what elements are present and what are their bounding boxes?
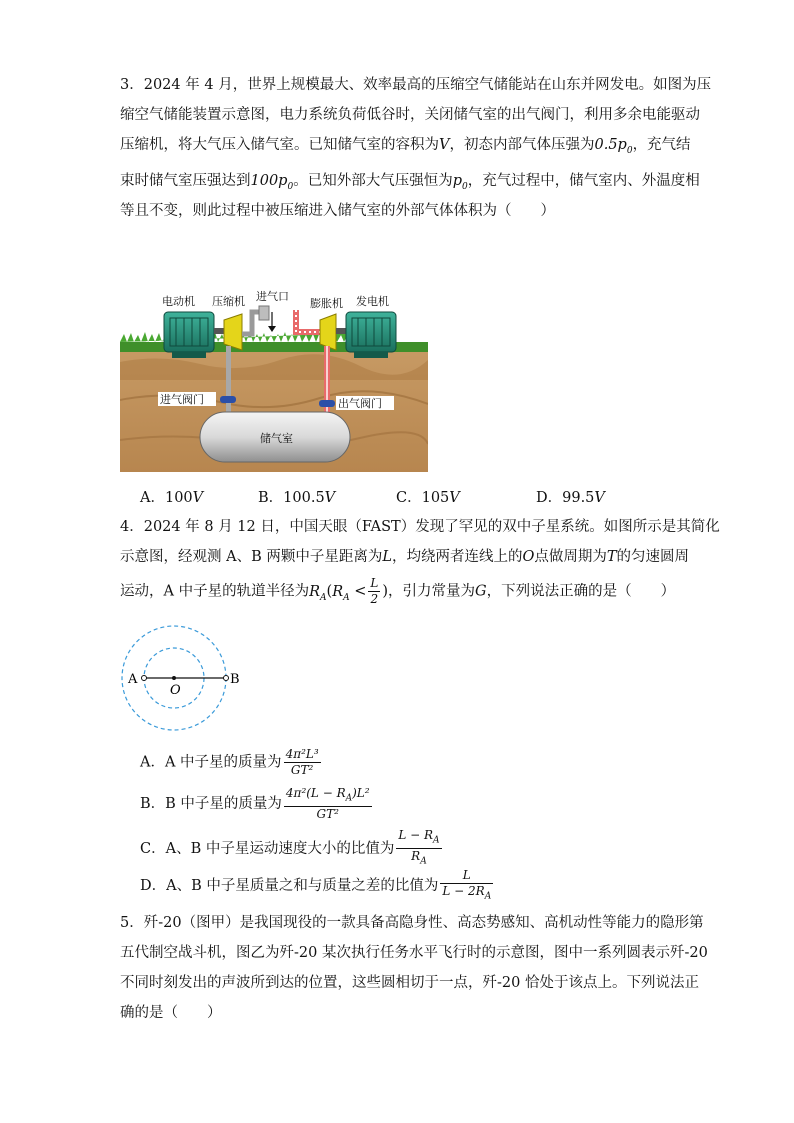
q4-option-c[interactable]: C．A、B 中子星运动速度大小的比值为 $\frac{L - R_A}{R_A}$ [140, 828, 440, 867]
q3-option-a[interactable]: A．100V [140, 490, 204, 506]
q4-option-a[interactable]: A．A 中子星的质量为 $\frac{\text{4π²L³}}{\text{GT²}}$ [140, 747, 319, 777]
q3-option-c[interactable]: C．105V [396, 490, 460, 506]
compressed-air-storage-figure [120, 290, 428, 472]
q4-line-3: 运动，A 中子星的轨道半径为$R_A(R_A$ < $\frac{L}{2}$ )，引力常量为G，下列说法正确的是（ ） [120, 576, 676, 606]
in-valve-icon [220, 396, 236, 403]
q4-line-2: 示意图，经观测 A、B 两颗中子星距离为L，均绕两者连线上的O点做周期为T的匀速圆周 [120, 549, 690, 565]
star-b-label: B [230, 672, 240, 687]
q3-options [140, 486, 680, 510]
center-o-label: O [170, 683, 181, 698]
q3-line-3: 压缩机，将大气压入储气室。已知储气室的容积为V，初态内部气体压强为$0.5p_0$，充气结 [120, 137, 691, 156]
question-4 [120, 512, 720, 612]
binary-neutron-star-figure [118, 622, 246, 736]
out-valve-label: 出气阀门 [338, 397, 382, 410]
question-3 [120, 70, 712, 226]
q3-option-b[interactable]: B．100.5V [258, 490, 336, 506]
q3-line-1: 3．2024 年 4 月，世界上规模最大、效率最高的压缩空气储能站在山东并网发电。如图为压 [120, 77, 712, 93]
q5-line-3: 不同时刻发出的声波所到达的位置，这些圆相切于一点，歼-20 恰处于该点上。下列说法正 [120, 975, 699, 991]
question-5 [120, 908, 708, 1028]
generator-label: 发电机 [356, 295, 389, 308]
expander-label: 膨胀机 [310, 297, 343, 310]
q3-line-2: 缩空气储能装置示意图，电力系统负荷低谷时，关闭储气室的出气阀门，利用多余电能驱动 [120, 107, 700, 123]
q4-option-b[interactable]: B．B 中子星的质量为 $\frac{4\pi^2(L - R_A)L^2}{\text{GT²}}$ [140, 786, 370, 822]
chamber-label: 储气室 [260, 432, 293, 445]
motor-icon [164, 312, 214, 358]
q5-line-2: 五代制空战斗机，图乙为歼-20 某次执行任务水平飞行时的示意图，图中一系列圆表示歼-20 [120, 945, 708, 961]
out-valve-icon [319, 400, 335, 407]
q4-option-d[interactable]: D．A、B 中子星质量之和与质量之差的比值为 $\frac{L}{L - 2R_A}$ [140, 868, 492, 902]
compressor-label: 压缩机 [212, 295, 245, 308]
q3-option-d[interactable]: D．99.5V [536, 490, 605, 506]
inlet-label: 进气口 [256, 290, 289, 303]
q3-line-5: 等且不变，则此过程中被压缩进入储气室的外部气体体积为（ ） [120, 203, 555, 219]
q5-line-1: 5．歼-20（图甲）是我国现役的一款具备高隐身性、高态势感知、高机动性等能力的隐形第 [120, 915, 704, 931]
motor-label: 电动机 [162, 295, 195, 308]
generator-icon [346, 312, 396, 358]
star-a-label: A [128, 672, 138, 687]
q4-line-1: 4．2024 年 8 月 12 日，中国天眼（FAST）发现了罕见的双中子星系统。如图所示是其简化 [120, 519, 720, 535]
q3-line-4: 束时储气室压强达到$100p_0$。已知外部大气压强恒为$p_0$，充气过程中，储气室内、外温度相 [120, 173, 700, 192]
in-valve-label: 进气阀门 [160, 393, 204, 406]
q5-line-4: 确的是（ ） [120, 1005, 222, 1021]
